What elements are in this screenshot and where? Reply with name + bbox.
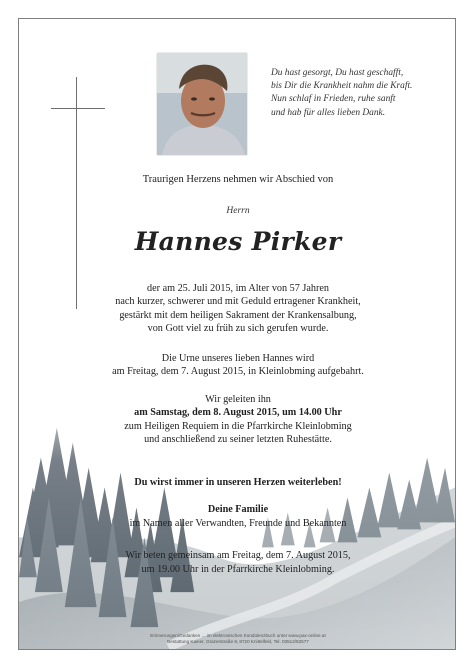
poem-line: Nun schlaf in Frieden, ruhe sanft (271, 94, 396, 105)
parte-page (18, 18, 456, 650)
footer-line: Erinnerungen/Gedanken ... im elektronischen Kondolenzbuch unter www.pax-online.at (150, 633, 326, 638)
funeral-date: am Samstag, dem 8. August 2015, um 14.00 Uhr (134, 407, 342, 419)
bio-line: von Gott viel zu früh zu sich gerufen wurde. (147, 323, 329, 335)
portrait-photo (157, 53, 247, 155)
portrait-image (157, 53, 247, 155)
footer-line: Bestattung Kainer, Grazerstraße 8, 8720 Knittelfeld, Tel. 03512/82577 (167, 639, 309, 644)
biography (19, 282, 456, 336)
family-signature (19, 503, 456, 531)
farewell-text: Traurigen Herzens nehmen wir Abschied von (142, 174, 334, 185)
cross-horizontal-line (51, 108, 105, 109)
deceased-name: Hannes Pirker (134, 227, 342, 256)
invite-line: um 19.00 Uhr in der Pfarrkirche Kleinlobming. (141, 564, 335, 575)
urn-announcement (19, 352, 456, 379)
invite-line: Wir beten gemeinsam am Freitag, dem 7. August 2015, (125, 550, 351, 561)
prayer-invitation (19, 549, 456, 577)
funeral-line: und anschließend zu seiner letzten Ruhestätte. (144, 434, 332, 446)
funeral-announcement (19, 393, 456, 447)
footer-note (19, 633, 456, 645)
bio-line: nach kurzer, schwerer und mit Geduld ertragener Krankheit, (115, 296, 361, 308)
cross-vertical-line (76, 77, 77, 309)
poem-line: bis Dir die Krankheit nahm die Kraft. (271, 81, 413, 92)
family-subtitle: im Namen aller Verwandten, Freunde und Bekannten (129, 518, 347, 529)
family-title: Deine Familie (207, 504, 269, 515)
poem-line: und hab für alles lieben Dank. (271, 107, 386, 118)
bio-line: gestärkt mit dem heiligen Sakrament der Krankensalbung, (119, 309, 357, 321)
funeral-intro: Wir geleiten ihn (205, 394, 271, 405)
funeral-line: zum Heiligen Requiem in die Pfarrkirche Kleinlobming (124, 420, 352, 432)
urn-line: am Freitag, dem 7. August 2015, in Kleinlobming aufgebahrt. (112, 366, 364, 378)
poem-line: Du hast gesorgt, Du hast geschafft, (271, 68, 404, 78)
memory-statement: Du wirst immer in unseren Herzen weiterleben! (134, 477, 342, 488)
poem (271, 67, 451, 120)
salutation: Herrn (226, 206, 250, 216)
bio-line: der am 25. Juli 2015, im Alter von 57 Jahren (147, 283, 329, 294)
urn-line: Die Urne unseres lieben Hannes wird (161, 353, 315, 364)
